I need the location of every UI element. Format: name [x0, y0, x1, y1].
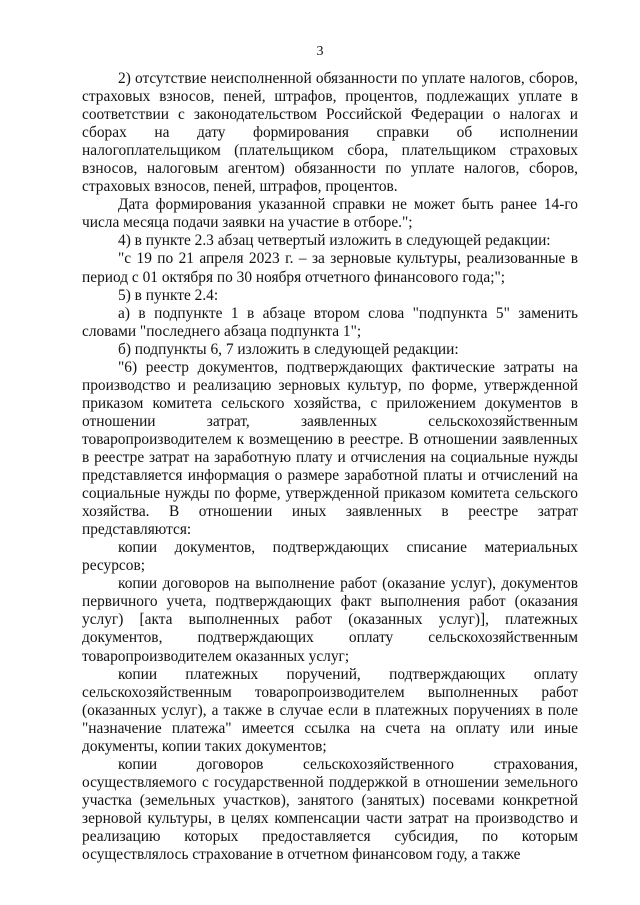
- paragraph-payment-orders: копии платежных поручений, подтверждающих оплату сельскохозяйственным товаропроизводителем выполненных работ (оказанных услуг), а также в случае если в платежных поручениях в поле "назначение платежа" имеется ссылка на счета на оплату или иные документы, копии таких документов;: [82, 665, 578, 755]
- paragraph-certificate-date: Дата формирования указанной справки не может быть ранее 14-го числа месяца подачи заявки на участие в отборе.";: [82, 196, 578, 232]
- page-number: 3: [316, 44, 324, 59]
- paragraph-item-4: 4) в пункте 2.3 абзац четвертый изложить в следующей редакции:: [118, 232, 551, 250]
- document-body: [82, 70, 578, 864]
- paragraph-tax-obligation: 2) отсутствие неисполненной обязанности по уплате налогов, сборов, страховых взносов, пеней, штрафов, процентов, подлежащих уплате в соответствии с законодательством Российской Федерации о налогах и сборах на дату формирования справки об исполнении налогоплательщиком (плательщиком сбора, плательщиком страховых взносов, налоговым агентом) обязанности по уплате налогов, сборов, страховых взносов, пеней, штрафов, процентов.: [82, 70, 578, 196]
- paragraph-subitem-b: б) подпункты 6, 7 изложить в следующей редакции:: [118, 340, 459, 358]
- paragraph-contract-copies: копии договоров на выполнение работ (оказание услуг), документов первичного учета, подтверждающих факт выполнения работ (оказания услуг) [акта выполненных работ (оказанных услуг)], платежных документов, подтверждающих оплату сельскохозяйственным товаропроизводителем оказанных услуг;: [82, 575, 578, 665]
- paragraph-registry-6: "6) реестр документов, подтверждающих фактические затраты на производство и реализацию зерновых культур, по форме, утвержденной приказом комитета сельского хозяйства, с приложением документов в отношении затрат, заявленных сельскохозяйственным товаропроизводителем к возмещению в реестре. В отношении заявленных в реестре затрат на заработную плату и отчисления на социальные нужды представляется информация о размере заработной платы и отчислений на социальные нужды по форме, утвержденной приказом комитета сельского хозяйства. В отношении иных заявленных в реестре затрат представляются:: [82, 358, 578, 539]
- paragraph-item-5: 5) в пункте 2.4:: [118, 286, 219, 304]
- paragraph-insurance-contracts: копии договоров сельскохозяйственного страхования, осуществляемого с государственной поддержкой в отношении земельного участка (земельных участков), занятого (занятых) посевами конкретной зерновой культуры, в целях компенсации части затрат на производство и реализацию которых предоставляется субсидия, по которым осуществлялось страхование в отчетном финансовом году, а также: [82, 755, 578, 864]
- paragraph-april-dates: "с 19 по 21 апреля 2023 г. – за зерновые культуры, реализованные в период с 01 октября по 30 ноября отчетного финансового года;";: [82, 250, 578, 286]
- paragraph-subitem-a: а) в подпункте 1 в абзаце втором слова "подпункта 5" заменить словами "последнего абзаца подпункта 1";: [82, 304, 578, 340]
- paragraph-write-off-copies: копии документов, подтверждающих списание материальных ресурсов;: [82, 539, 578, 575]
